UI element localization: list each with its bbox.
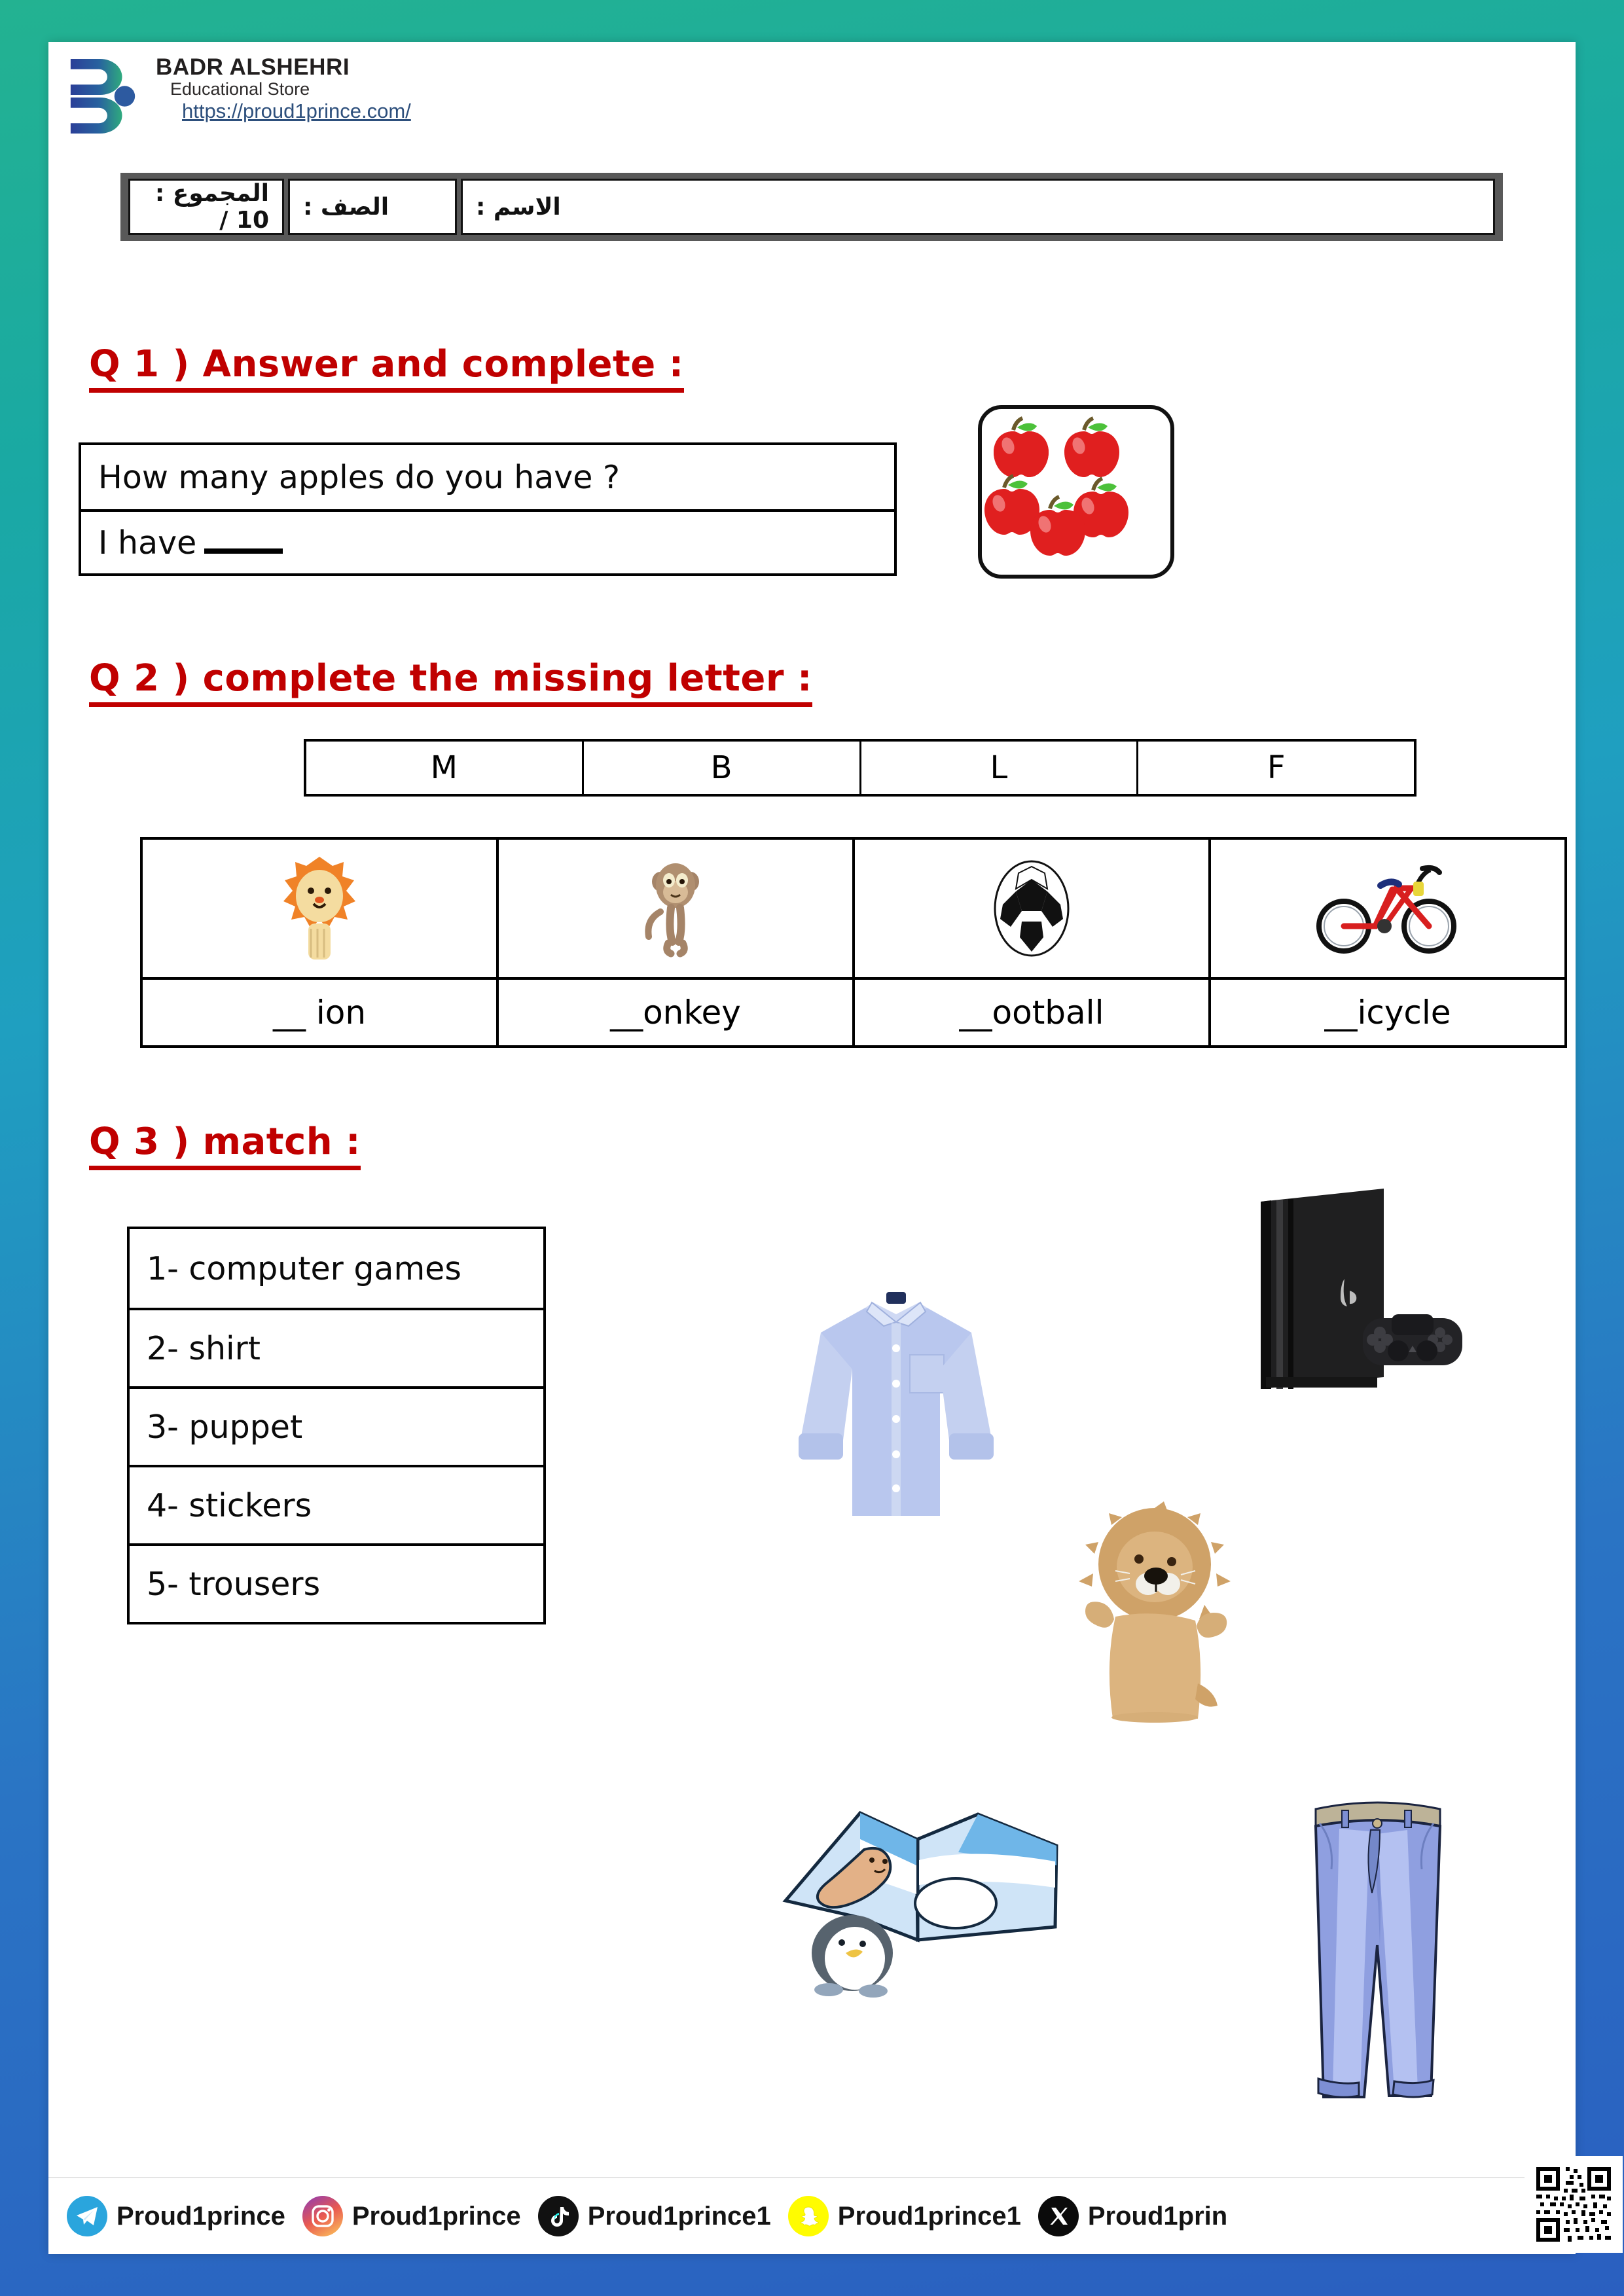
student-info-bar <box>120 173 1503 241</box>
blue-trousers-icon <box>1279 1783 1475 2110</box>
monkey-cell <box>499 840 855 977</box>
q1-question-row <box>81 445 894 509</box>
list-item[interactable]: 3- puppet <box>130 1386 543 1465</box>
playstation-console-icon <box>1220 1181 1475 1397</box>
lion-cell <box>143 840 499 977</box>
brand-url[interactable]: https://proud1prince.com/ <box>182 99 411 123</box>
bicycle-cell <box>1211 840 1564 977</box>
football-cell <box>855 840 1211 977</box>
tiktok-handle: Proud1prince1 <box>587 2201 771 2231</box>
brand-text <box>156 55 411 123</box>
brand-subtitle: Educational Store <box>170 79 310 99</box>
student-name-field[interactable]: الاسم : <box>461 179 1495 235</box>
q2-letter-bank <box>304 739 1416 797</box>
tiktok-icon <box>538 2196 579 2236</box>
trousers-image <box>1279 1783 1475 2110</box>
instagram-icon <box>302 2196 343 2236</box>
lion-icon <box>270 852 369 966</box>
snapchat-handle: Proud1prince1 <box>837 2201 1021 2231</box>
worksheet-sheet <box>48 42 1576 2254</box>
monkey-icon <box>626 852 725 966</box>
q3-match-list <box>127 1227 546 1624</box>
letter-option-m[interactable]: M <box>306 742 584 794</box>
word-bicycle[interactable]: __icycle <box>1324 994 1451 1031</box>
q1-answer-box <box>79 442 897 576</box>
social-instagram[interactable] <box>302 2196 521 2236</box>
bicycle-icon <box>1312 859 1463 958</box>
blue-shirt-icon <box>788 1285 1004 1541</box>
word-monkey[interactable]: __onkey <box>499 980 855 1045</box>
q1-heading: Q 1 ) Answer and complete : <box>89 343 684 393</box>
q1-answer-prefix: I have <box>98 524 197 562</box>
shirt-image <box>788 1285 1004 1541</box>
lion-puppet-image <box>1056 1501 1253 1724</box>
total-score-field[interactable]: المجموع : 10 / <box>128 179 284 235</box>
q1-question-text: How many apples do you have ? <box>98 458 621 496</box>
social-tiktok[interactable] <box>538 2196 771 2236</box>
five-apples-icon <box>982 409 1170 575</box>
telegram-handle: Proud1prince <box>117 2201 285 2231</box>
letter-option-b[interactable]: B <box>584 742 861 794</box>
list-item[interactable]: 1- computer games <box>147 1249 461 1287</box>
word-lion[interactable]: __ ion <box>143 980 499 1045</box>
x-twitter-handle: Proud1prin <box>1087 2201 1228 2231</box>
letter-option-f[interactable]: F <box>1267 749 1286 786</box>
list-item[interactable]: 2- shirt <box>130 1308 543 1386</box>
telegram-icon <box>67 2196 107 2236</box>
brand-name: BADR ALSHEHRI <box>156 54 350 80</box>
social-footer <box>48 2177 1576 2254</box>
q1-answer-blank[interactable] <box>204 531 283 554</box>
social-snapchat[interactable] <box>788 2196 1021 2236</box>
sticker-book-icon <box>762 1803 1070 1999</box>
football-icon <box>979 855 1084 963</box>
word-football[interactable]: __ootball <box>855 980 1211 1045</box>
list-item[interactable]: 5- trousers <box>130 1543 543 1622</box>
lion-puppet-icon <box>1056 1501 1253 1724</box>
qr-code-icon[interactable] <box>1525 2156 1623 2253</box>
sticker-book-image <box>762 1803 1070 1999</box>
list-item[interactable]: 4- stickers <box>130 1465 543 1543</box>
brand-header <box>59 54 569 145</box>
letter-option-l[interactable]: L <box>861 742 1139 794</box>
q1-answer-row[interactable] <box>81 509 894 573</box>
snapchat-icon <box>788 2196 829 2236</box>
q2-word-row <box>143 977 1564 1045</box>
playstation-console-image <box>1220 1181 1475 1397</box>
q2-picture-grid <box>140 837 1567 1048</box>
x-twitter-icon <box>1038 2196 1079 2236</box>
q3-heading: Q 3 ) match : <box>89 1121 361 1170</box>
apples-image <box>978 405 1174 579</box>
instagram-handle: Proud1prince <box>352 2201 521 2231</box>
q2-heading: Q 2 ) complete the missing letter : <box>89 657 812 707</box>
bb-monogram-logo-icon <box>65 56 143 136</box>
social-telegram[interactable] <box>67 2196 285 2236</box>
social-x-twitter[interactable] <box>1038 2196 1227 2236</box>
grade-field[interactable]: الصف : <box>288 179 457 235</box>
q2-picture-row <box>143 840 1564 977</box>
